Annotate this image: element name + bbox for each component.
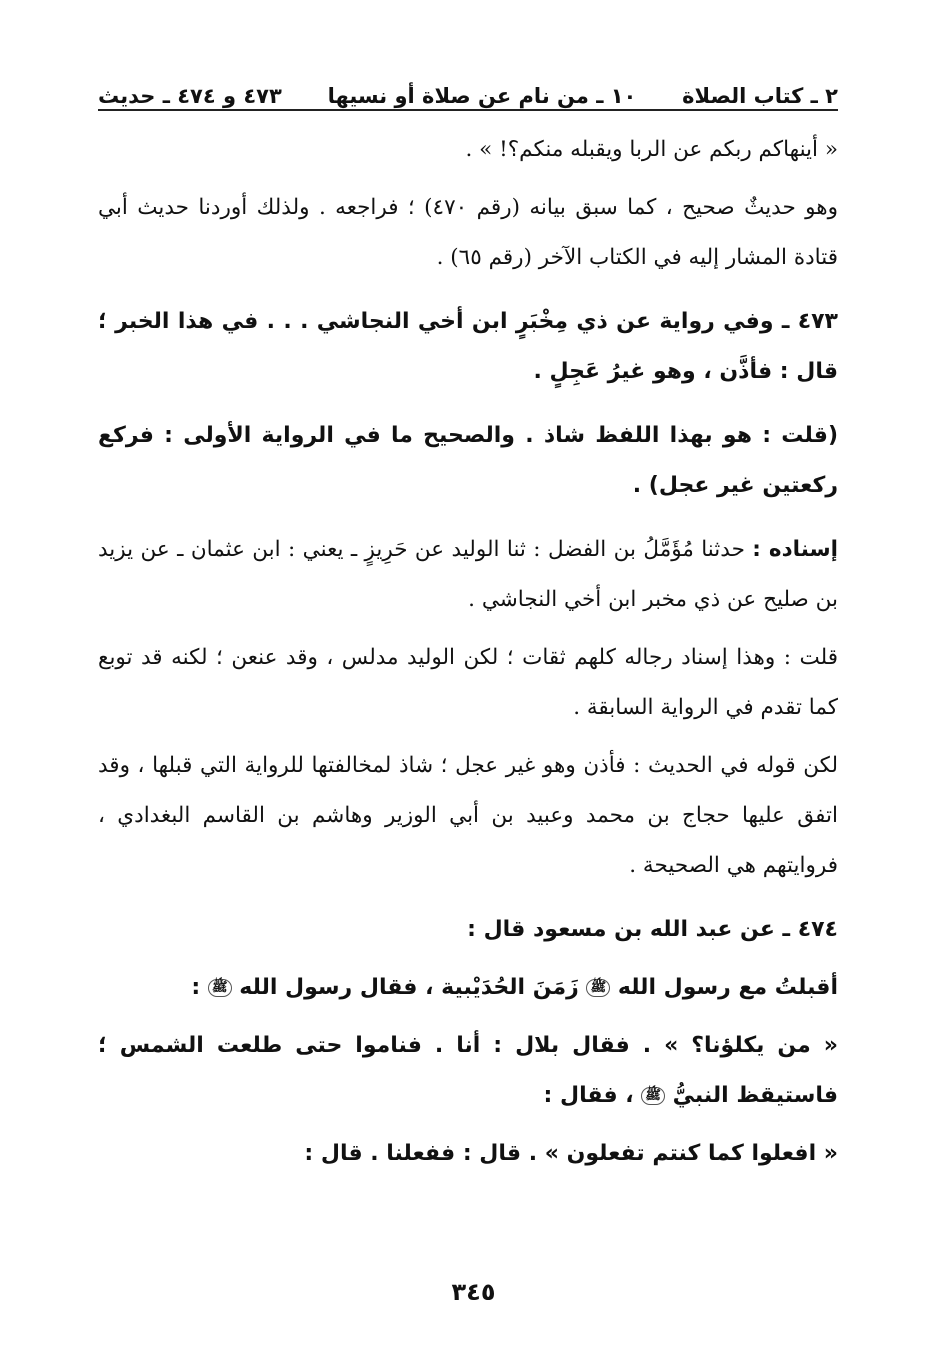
hadith-474-line1 <box>98 963 838 1013</box>
hadith-473-note: (قلت : هو بهذا اللفظ شاذ . والصحيح ما في الرواية الأولى : فركع ركعتين غير عجل) . <box>98 423 838 498</box>
text-run: « من يكلؤنا؟ » . فقال بلال : أنا . فناموا حتى طلعت الشمس ؛ فاستيقظ النبيُّ <box>98 1033 838 1108</box>
commentary-paragraph: وهو حديثٌ صحيح ، كما سبق بيانه (رقم ٤٧٠) ؛ فراجعه . ولذلك أوردنا حديث أبي قتادة المشار إليه في الكتاب الآخر (رقم ٦٥) . <box>98 195 838 270</box>
text-run: : <box>191 975 208 1000</box>
page-body <box>98 125 838 1179</box>
isnad-text: حدثنا مُؤَمَّلُ بن الفضل : ثنا الوليد عن حَرِيزٍ ـ يعني : ابن عثمان ـ عن يزيد بن صليح عن ذي مخبر ابن أخي النجاشي . <box>98 537 838 612</box>
header-rule <box>98 109 838 111</box>
header-section: ١٠ ـ من نام عن صلاة أو نسيها <box>327 84 637 108</box>
pbuh-ligature-icon: ﷺ <box>208 979 232 997</box>
quote-paragraph: « أينهاكم ربكم عن الربا ويقبله منكم؟! » . <box>465 137 838 162</box>
running-header <box>98 58 838 108</box>
hadith-473: ٤٧٣ ـ وفي رواية عن ذي مِخْبَرٍ ابن أخي النجاشي . . . في هذا الخبر ؛ قال : فأذَّن ، وهو غيرُ عَجِلٍ . <box>98 309 838 384</box>
header-chapter: ٢ ـ كتاب الصلاة <box>682 84 838 108</box>
text-run: زَمَنَ الحُدَيْبية ، فقال رسول الله <box>231 975 587 1000</box>
text-run: ، فقال : <box>543 1083 642 1108</box>
grading-paragraph: قلت : وهذا إسناد رجاله كلهم ثقات ؛ لكن الوليد مدلس ، وقد عنعن ؛ لكنه قد توبع كما تقدم في الرواية السابقة . <box>98 645 838 720</box>
analysis-paragraph: لكن قوله في الحديث : فأذن وهو غير عجل ؛ شاذ لمخالفتها للرواية التي قبلها ، وقد اتفق عليها حجاج بن محمد وعبيد بن أبي الوزير وهاشم بن القاسم البغدادي ، فروايتهم هي الصحيحة . <box>98 753 838 878</box>
text-run: أقبلتُ مع رسول الله <box>610 975 838 1000</box>
header-hadith-range: ٤٧٣ و ٤٧٤ ـ حديث <box>98 84 282 108</box>
pbuh-ligature-icon: ﷺ <box>641 1087 665 1105</box>
isnad-label: إسناده : <box>752 537 839 562</box>
isnad-paragraph <box>98 525 838 625</box>
hadith-474-heading: ٤٧٤ ـ عن عبد الله بن مسعود قال : <box>467 917 838 942</box>
pbuh-ligature-icon: ﷺ <box>586 979 610 997</box>
page-number: ٣٤٥ <box>451 1278 496 1306</box>
hadith-474-line2 <box>98 1021 838 1121</box>
hadith-474-line3: « افعلوا كما كنتم تفعلون » . قال : ففعلنا . قال : <box>304 1141 838 1166</box>
